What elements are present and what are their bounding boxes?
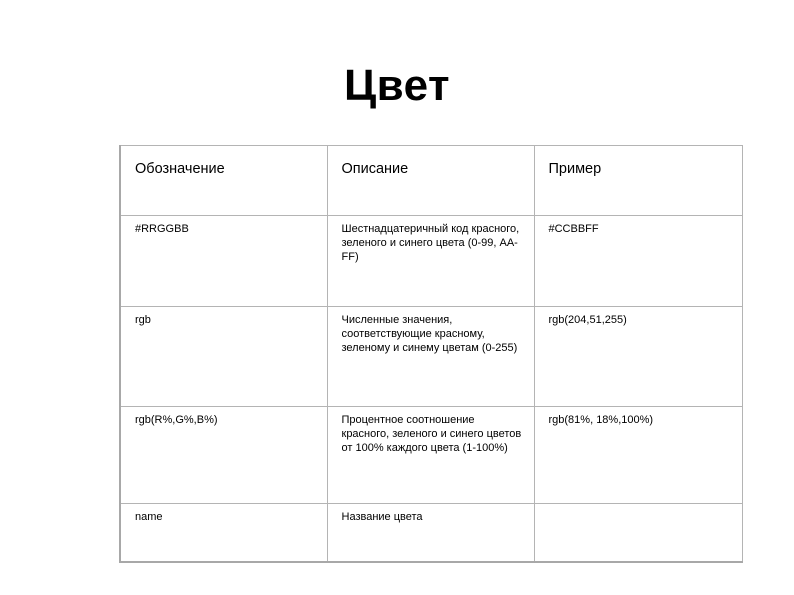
cell-description: Процентное соотношение красного, зеленого и синего цветов от 100% каждого цвета (1-100%) (327, 407, 534, 504)
header-cell-description: Описание (327, 146, 534, 216)
cell-example: #CCBBFF (534, 216, 742, 307)
cell-notation: rgb (120, 307, 327, 407)
color-notation-table (119, 145, 743, 563)
cell-description: Название цвета (327, 504, 534, 562)
cell-description: Численные значения, соответствующие красному, зеленому и синему цветам (0-255) (327, 307, 534, 407)
cell-notation: #RRGGBB (120, 216, 327, 307)
table-row (120, 407, 742, 504)
cell-description: Шестнадцатеричный код красного, зеленого и синего цвета (0-99, AA-FF) (327, 216, 534, 307)
cell-notation: name (120, 504, 327, 562)
cell-example (534, 504, 742, 562)
header-cell-example: Пример (534, 146, 742, 216)
table-header-row (120, 146, 742, 216)
cell-example: rgb(204,51,255) (534, 307, 742, 407)
table-row (120, 504, 742, 562)
cell-notation: rgb(R%,G%,B%) (120, 407, 327, 504)
header-cell-notation: Обозначение (120, 146, 327, 216)
slide-title: Цвет (343, 61, 451, 110)
cell-example: rgb(81%, 18%,100%) (534, 407, 742, 504)
table-row (120, 216, 742, 307)
table-row (120, 307, 742, 407)
